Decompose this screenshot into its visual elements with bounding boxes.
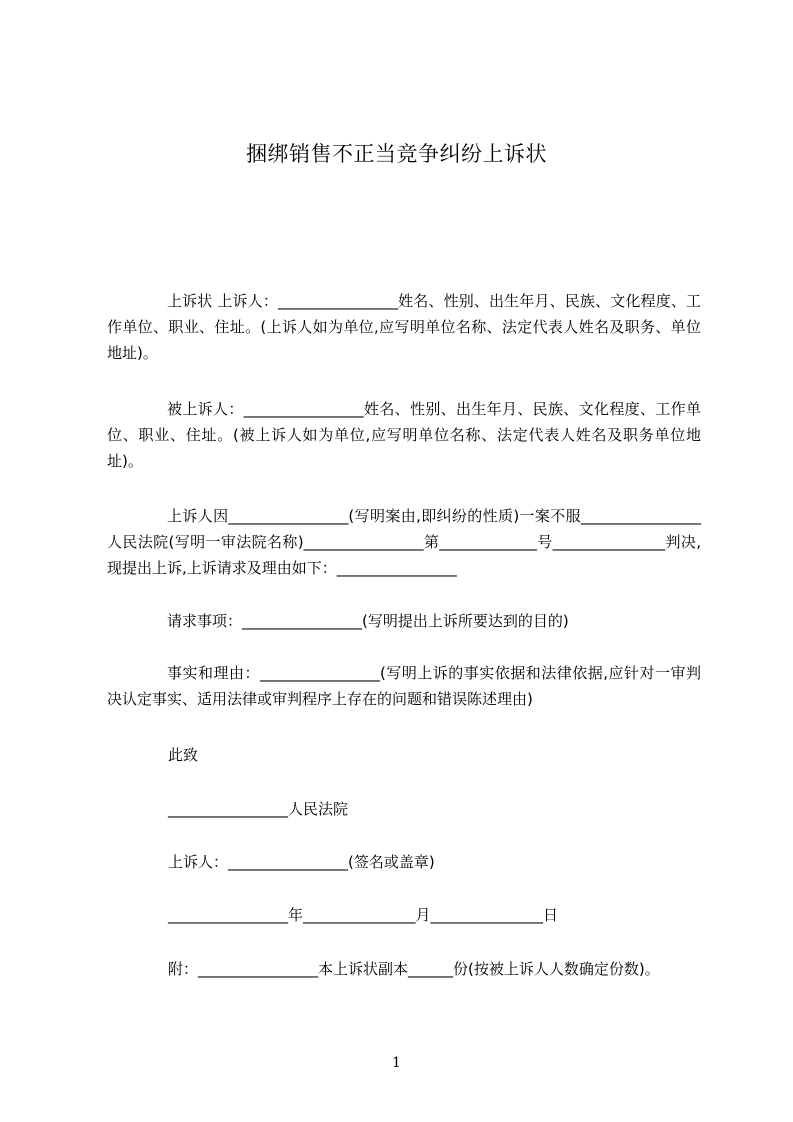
- appellee-paragraph: 被上诉人：________________姓名、性别、出生年月、民族、文化程度、工作单位、职业、住址。(被上诉人如为单位,应写明单位名称、法定代表人姓名及职务单位地址)。: [107, 400, 701, 470]
- document-title: 捆绑销售不正当竞争纠纷上诉状: [246, 142, 547, 166]
- cause-paragraph: 上诉人因________________(写明案由,即纠纷的性质)一案不服________________人民法院(写明一审法院名称)________________第_____________号_______________判决,现提出上诉,上诉请求及理由如下：________________: [107, 507, 701, 577]
- salutation-line: 此致: [168, 746, 199, 764]
- signature-line: 上诉人：________________(签名或盖章): [168, 853, 435, 871]
- requests-paragraph: 请求事项：________________(写明提出上诉所要达到的目的): [167, 612, 569, 630]
- page-number: 1: [392, 1055, 401, 1071]
- appellant-paragraph: 上诉状 上诉人：________________姓名、性别、出生年月、民族、文化程度、工作单位、职业、住址。(上诉人如为单位,应写明单位名称、法定代表人姓名及职务、单位地址)。: [107, 292, 701, 362]
- facts-paragraph: 事实和理由：________________(写明上诉的事实依据和法律依据,应针对一审判决认定事实、适用法律或审判程序上存在的问题和错误陈述理由): [107, 664, 701, 708]
- attachment-line: 附：________________本上诉状副本______份(按被上诉人人数确定份数)。: [168, 960, 660, 978]
- date-line: ________________年_______________月_______________日: [168, 906, 559, 924]
- court-line: ________________人民法院: [168, 800, 349, 818]
